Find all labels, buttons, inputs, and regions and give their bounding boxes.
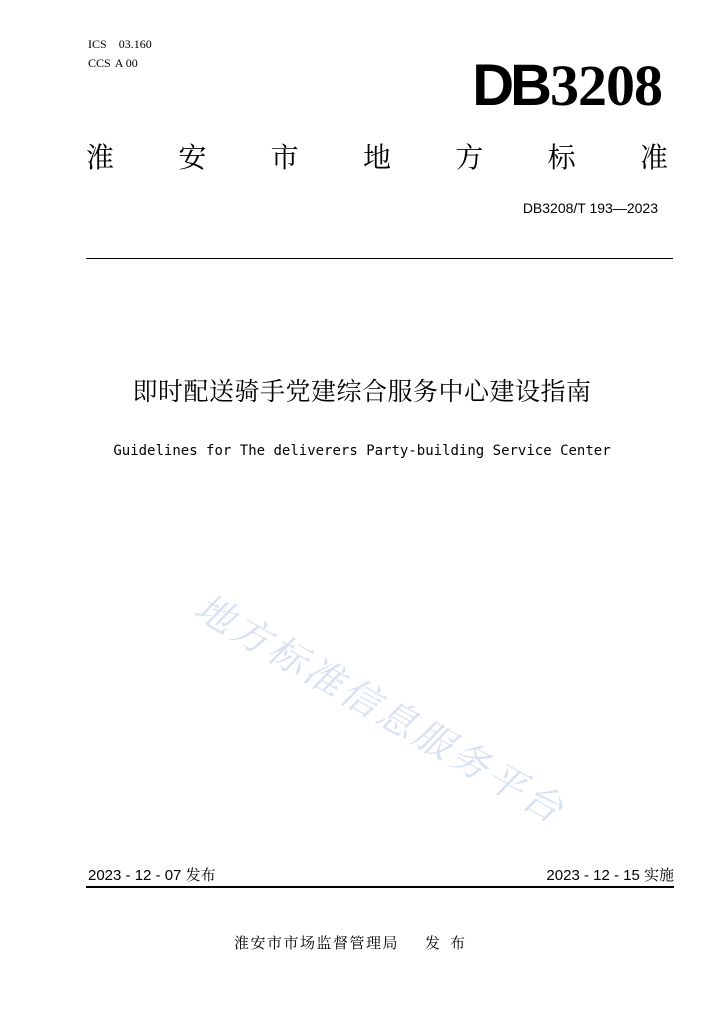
- ics-label: ICS: [88, 37, 107, 51]
- issuer-name: 淮安市市场监督管理局: [234, 934, 400, 952]
- standard-type-char: 地: [362, 141, 391, 174]
- header-divider: [86, 258, 673, 259]
- issuer-line: [234, 932, 475, 954]
- document-title-english: Guidelines for The deliverers Party-building Service Center: [113, 443, 611, 459]
- ccs-label: CCS: [88, 56, 111, 70]
- publish-date: 2023 - 12 - 07 发布: [88, 867, 216, 884]
- watermark: 地方标准信息服务平台: [187, 584, 574, 834]
- standard-logo: [472, 54, 662, 118]
- ccs-code: A 00: [114, 56, 138, 70]
- implement-date: 2023 - 12 - 15 实施: [546, 867, 674, 884]
- issue-verb: 发布: [425, 934, 476, 952]
- footer-divider: [86, 886, 674, 888]
- standard-type-char: 标: [547, 141, 576, 174]
- logo-prefix: DB: [472, 53, 548, 118]
- standard-number: DB3208/T 193—2023: [522, 200, 658, 216]
- ics-code: 03.160: [118, 37, 152, 51]
- document-title: 即时配送骑手党建综合服务中心建设指南: [132, 377, 592, 406]
- standard-type-char: 淮: [86, 141, 115, 174]
- ccs-code-line: [88, 56, 138, 70]
- standard-type-char: 市: [270, 141, 299, 174]
- standard-type-char: 安: [178, 141, 207, 174]
- standard-type-char: 准: [639, 141, 668, 174]
- standard-type-title: [86, 140, 668, 176]
- logo-code: 3208: [550, 53, 662, 118]
- standard-type-char: 方: [455, 141, 484, 174]
- ics-code-line: [88, 37, 152, 51]
